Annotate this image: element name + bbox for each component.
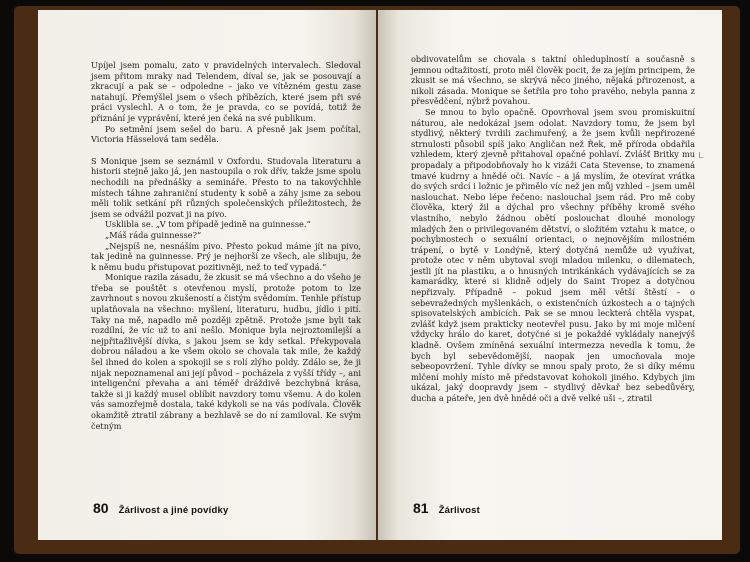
paragraph: Se mnou to bylo opačně. Opovrhoval jsem svou promiskuitní náturou, ale nedokázal jsem odolat. Navzdory tomu, že jsem byl stydlivý, některý tvrdili zachmuřený, a že jsem kvůli nepřirozené strnulosti působil spíš jako Angličan než Řek, mě příroda obdařila vzhledem, který zjevně přitahoval opačné pohlaví. Zvlášť Britky mu propadaly a připodobňovaly ho k vizáži Cata Stevense, to znamená tmavé kudrny a hnědé oči. Navíc – a já myslím, že otevírat vrátka do svých srdcí i ložnic je přimělo víc než jen můj vzhled – jsem uměl naslouchat. Nebo lépe řečeno: naslouchal jsem rád. Pro mě coby člověka, který žil a dýchal pro všechny příběhy kromě svého vlastního, nebylo žádnou obětí poslouchat dlouhé monology mladých žen o privilegovaném dětství, o složitém vztahu k matce, o pochybnostech o sexuální orientaci, o nejnovějším milostném trápení, o bytě v Londýně, který dotyčná nemůže už využívat, protože otec v něm ubytoval svoji mladou milenku, o dilematech, jestli jít na plastiku, a o hnusných intrikánkách vydávajících se za kamarádky, které si klidně odjely do Saint Tropez a dotyčnou nepřizvaly. Případně – pokud jsem měl větší štěstí – o sebevražedných myšlenkách, o existenčních úzkostech a o tajných spisovatelských ambicích. Pak se se mnou leckterá chtěla vyspat, zvlášť když jsem prakticky neotevřel pusu. Jako by mi moje mlčení vždycky hrálo do karet, dotyčné si je pokaždé vykládaly nanejvýš kladně. Ovšem zmíněná sexuální intermezza nevedla k tomu, že bych byl sebevědomější, naopak jen umocňovala moje sebeopovržení. Tyhle dívky se mnou spaly proto, že si díky mému mlčení mohly místo mě představovat kohokoli jiného. Kdybych jim ukázal, jaký doopravdy jsem – stydlivý děvkař bez sebedůvěry, ducha a páteře, jen dvě hnědé oči a dvě velké uši –, ztratil [411, 106, 695, 403]
page-number: 80 [93, 500, 109, 516]
paragraph: Usklibla se. „V tom případě jedině na guinnesse.“ [105, 219, 311, 230]
pencil-mark: ʟ [698, 148, 704, 161]
left-page-text [91, 60, 361, 431]
page-number: 81 [413, 500, 429, 516]
left-page [38, 10, 376, 540]
paragraph: S Monique jsem se seznámil v Oxfordu. Studovala literaturu a historii stejně jako já, jen nastoupila o rok dřív, takže jsme spolu nechodili na přednášky a semináře. Přesto to na takovýchhle místech táhne zahraniční studenty k sobě a záhy jsme za sebou měli tolik setkání při různých společenských příležitostech, že jsem se odvážil pozvat ji na pivo. [91, 155, 361, 219]
right-page-footer [413, 500, 480, 516]
paragraph: Monique razila zásadu, že zkusit se má všechno a do všeho je třeba se pouštět s otevřenou myslí, protože potom to lze zavrhnout s novou zkušeností a čistým svědomím. Tenhle přístup uplatňovala na všechno: myšlení, literaturu, hudbu, jídlo i pití. Taky na mě, napadlo mě později zpětně. Protože jsme byli tak rozdílní, že víc už to ani nešlo. Monique byla nejroztomilejší a nejpřitažlivější dívka, s jakou jsem se kdy setkal. Překypovala dobrou náladou a ke všem okolo se chovala tak mile, že každý šel ihned do kolen a spokojil se s rolí zlýho poldy. Zdálo se, že ji nijak nepoznamenal ani její původ – pocházela z vyšší třídy –, ani inteligenční převaha a ani téměř dráždivě bezchybná krása, takže si ji každý musel oblíbit navzdory tomu všemu. A do kolen vás samozřejmě dostala, také kdykoli se na vás podívala. Člověk okamžitě ztratil zábrany a bezhlavě se do ní zamiloval. Ke svým četným [91, 272, 361, 431]
paragraph: Po setmění jsem sešel do baru. A přesně jak jsem počítal, Victoria Hässelová tam seděla. [91, 123, 361, 145]
running-title: Žárlivost a jiné povídky [118, 505, 229, 516]
paragraph: Upíjel jsem pomalu, zato v pravidelných intervalech. Sledoval jsem přitom mraky nad Telendem, díval se, jak se posouvají a zkracují a pak se – odpoledne – jako ve vítězném gestu zase natahují. Přemýšlel jsem o všech příbězích, které jsem při své práci vyslechl. A o tom, že je pravda, co se povídá, totiž že přiznání je vyprávění, které jen čeká na své publikum. [91, 60, 361, 123]
right-page [378, 10, 722, 540]
paragraph: obdivovatelům se chovala s taktní ohleduplností a současně s jemnou odtažitostí, proto měl člověk pocit, že za jejím principem, že zkusit se má všechno, se skrývá něco jiného, nějaká přirozenost, a nikoli zásada. Monique se šetřila pro toho pravého, nebyla panna z přesvědčení, nýbrž povahou. [411, 54, 695, 107]
paragraph: „Nejspíš ne, nesnáším pivo. Přesto pokud máme jít na pivo, tak jedině na guinnesse. Prý je nejhorší ze všech, ale slibuju, že k němu budu přistupovat pozitivněji, než to teď vypadá.“ [91, 240, 361, 272]
paragraph: „Máš ráda guinnesse?“ [105, 229, 202, 240]
right-page-text [411, 54, 695, 404]
running-title: Žárlivost [438, 505, 480, 516]
left-page-footer [93, 500, 228, 516]
